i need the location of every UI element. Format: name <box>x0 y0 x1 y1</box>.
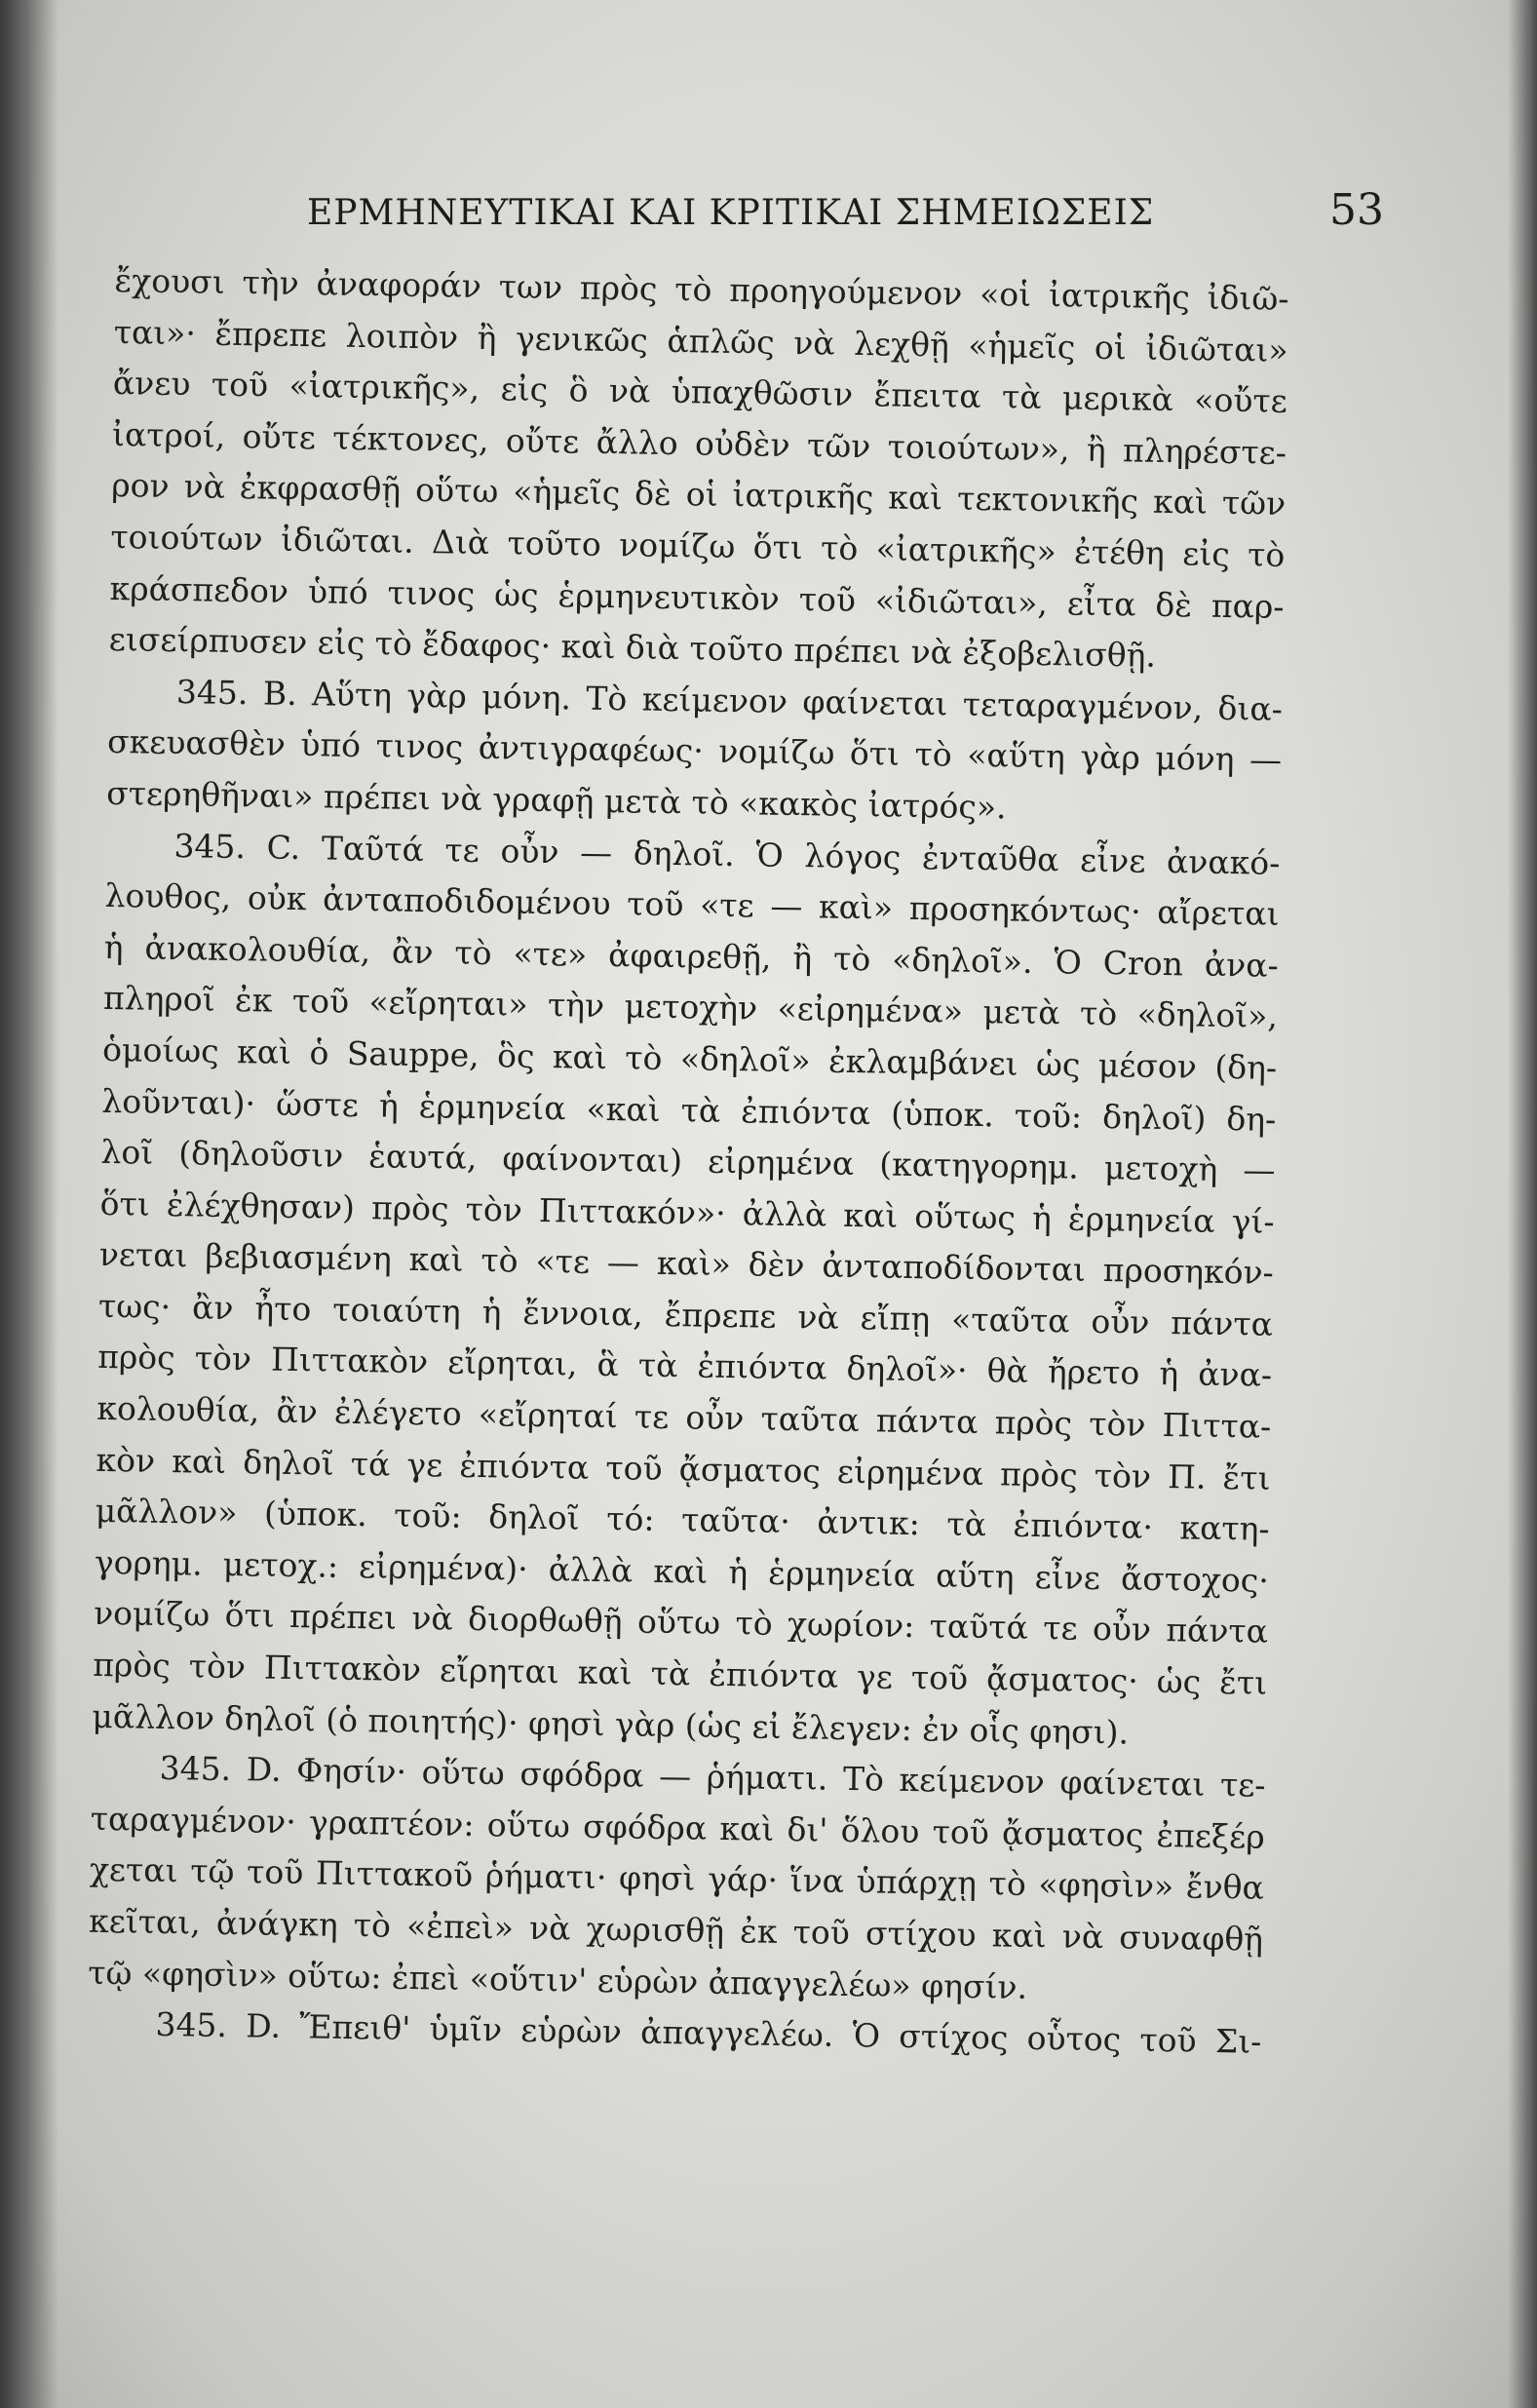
text-line: μᾶλλον» (ὑποκ. τοῦ: δηλοῖ τό: ταῦτα· ἀντικ: τὰ ἐπιόντα· κατη- <box>95 1492 1270 1549</box>
text-line: λοῖ (δηλοῦσιν ἑαυτά, φαίνονται) εἰρημένα (κατηγορημ. μετοχὴ — <box>100 1132 1276 1189</box>
text-line: νομίζω ὅτι πρέπει νὰ διορθωθῇ οὕτω τὸ χωρίον: ταῦτά τε οὖν πάντα <box>93 1594 1269 1651</box>
text-line: ἰατροί, οὔτε τέκτονες, οὔτε ἄλλο οὐδὲν τῶν τοιούτων», ἢ πληρέστε- <box>111 414 1287 472</box>
body-text <box>87 255 1289 2068</box>
text-line: χεται τῷ τοῦ Πιττακοῦ ῥήματι· φησὶ γάρ· ἵνα ὑπάρχῃ τὸ «φησὶν» ἔνθα <box>89 1850 1265 1908</box>
section-heading-line: 345. C. Ταῦτά τε οὖν — δηλοῖ. Ὁ λόγος ἐνταῦθα εἶνε ἀνακό- <box>173 826 1281 882</box>
text-line: πρὸς τὸν Πιττακὸν εἴρηται καὶ τὰ ἐπιόντα γε τοῦ ᾄσματος· ὡς ἔτι <box>92 1645 1268 1702</box>
page-edge-shadow-left <box>0 0 58 2408</box>
text-line: στερηθῆναι» πρέπει νὰ γραφῇ μετὰ τὸ «κακὸς ἰατρός». <box>106 773 1007 827</box>
text-line: τοιούτων ἰδιῶται. Διὰ τοῦτο νομίζω ὅτι τὸ «ἰατρικῆς» ἐτέθη εἰς τὸ <box>110 517 1286 574</box>
text-line: ἔχουσι τὴν ἀναφοράν των πρὸς τὸ προηγούμενον «οἱ ἰατρικῆς ἰδιῶ- <box>114 260 1289 318</box>
text-line: τως· ἂν ἦτο τοιαύτη ἡ ἔννοια, ἔπρεπε νὰ εἴπῃ «ταῦτα οὖν πάντα <box>97 1286 1274 1343</box>
text-line: τῷ «φησὶν» οὕτω: ἐπεὶ «οὕτιν' εὑρὼν ἀπαγγελέω» φησίν. <box>88 1953 1028 2006</box>
section-heading-line: 345. D. Ἔπειθ' ὑμῖν εὑρὼν ἀπαγγελέω. Ὁ στίχος οὗτος τοῦ Σι- <box>155 2005 1262 2061</box>
page-number: 53 <box>1329 185 1384 235</box>
text-line: κὸν καὶ δηλοῖ τά γε ἐπιόντα τοῦ ᾄσματος εἰρημένα πρὸς τὸν Π. ἔτι <box>96 1440 1271 1497</box>
text-line: ἄνευ τοῦ «ἰατρικῆς», εἰς ὃ νὰ ὑπαχθῶσιν ἔπειτα τὰ μερικὰ «οὔτε <box>112 364 1288 421</box>
text-line: πληροῖ ἐκ τοῦ «εἴρηται» τὴν μετοχὴν «εἰρημένα» μετὰ τὸ «δηλοῖ», <box>102 979 1279 1036</box>
text-line: νεται βεβιασμένη καὶ τὸ «τε — καὶ» δὲν ἀνταποδίδονται προσηκόν- <box>98 1235 1275 1293</box>
text-line: πρὸς τὸν Πιττακὸν εἴρηται, ἃ τὰ ἐπιόντα δηλοῖ»· θὰ ἤρετο ἡ ἀνα- <box>96 1338 1273 1395</box>
text-line: εισείρπυσεν εἰς τὸ ἔδαφος· καὶ διὰ τοῦτο πρέπει νὰ ἐξοβελισθῇ. <box>108 620 1157 675</box>
text-line: γορημ. μετοχ.: εἰρημένα)· ἀλλὰ καὶ ἡ ἑρμηνεία αὕτη εἶνε ἄστοχος· <box>94 1542 1270 1600</box>
section-heading-line: 345. Β. Αὕτη γὰρ μόνη. Τὸ κείμενον φαίνεται τεταραγμένον, δια- <box>175 672 1284 728</box>
text-line: ρον νὰ ἐκφρασθῇ οὕτω «ἡμεῖς δὲ οἱ ἰατρικῆς καὶ τεκτονικῆς καὶ τῶν <box>110 466 1287 524</box>
text-line: ταραγμένον· γραπτέον: οὕτω σφόδρα καὶ δι' ὅλου τοῦ ᾄσματος ἐπεξέρ <box>90 1799 1265 1856</box>
text-line: σκευασθὲν ὑπό τινος ἀντιγραφέως· νομίζω ὅτι τὸ «αὕτη γὰρ μόνη — <box>106 722 1283 780</box>
running-title: ΕΡΜΗΝΕΥΤΙΚΑΙ ΚΑΙ ΚΡΙΤΙΚΑΙ ΣΗΜΕΙΩΣΕΙΣ <box>307 193 1155 233</box>
page-edge-shadow-right <box>1508 0 1537 2408</box>
text-line: κολουθία, ἂν ἐλέγετο «εἴρηταί τε οὖν ταῦτα πάντα πρὸς τὸν Πιττα- <box>96 1388 1272 1446</box>
text-line: κεῖται, ἀνάγκη τὸ «ἐπεὶ» νὰ χωρισθῇ ἐκ τοῦ στίχου καὶ νὰ συναφθῇ <box>88 1901 1264 1959</box>
text-line: ὅτι ἐλέχθησαν) πρὸς τὸν Πιττακόν»· ἀλλὰ καὶ οὕτως ἡ ἑρμηνεία γί- <box>99 1184 1275 1241</box>
text-line: μᾶλλον δηλοῖ (ὁ ποιητής)· φησὶ γὰρ (ὡς εἰ ἔλεγεν: ἐν οἷς φησι). <box>92 1696 1130 1752</box>
text-line: κράσπεδον ὑπό τινος ὡς ἑρμηνευτικὸν τοῦ «ἰδιῶται», εἶτα δὲ παρ- <box>109 568 1285 626</box>
text-line: λοῦνται)· ὥστε ἡ ἑρμηνεία «καὶ τὰ ἐπιόντα (ὑποκ. τοῦ: δηλοῖ) δη- <box>101 1081 1277 1139</box>
text-line: ἡ ἀνακολουθία, ἂν τὸ «τε» ἀφαιρεθῇ, ἢ τὸ «δηλοῖ». Ὁ Cron ἀνα- <box>103 927 1280 985</box>
text-line: ται»· ἔπρεπε λοιπὸν ἢ γενικῶς ἁπλῶς νὰ λεχθῇ «ἡμεῖς οἱ ἰδιῶται» <box>113 312 1288 369</box>
running-header <box>146 183 1384 252</box>
section-heading-line: 345. D. Φησίν· οὕτω σφόδρα — ῥήματι. Τὸ κείμενον φαίνεται τε- <box>159 1749 1266 1805</box>
text-line: ὁμοίως καὶ ὁ Sauppe, ὃς καὶ τὸ «δηλοῖ» ἐκλαμβάνει ὡς μέσον (δη- <box>101 1029 1278 1087</box>
text-line: λουθος, οὐκ ἀνταποδιδομένου τοῦ «τε — καὶ» προσηκόντως· αἴρεται <box>104 876 1280 933</box>
